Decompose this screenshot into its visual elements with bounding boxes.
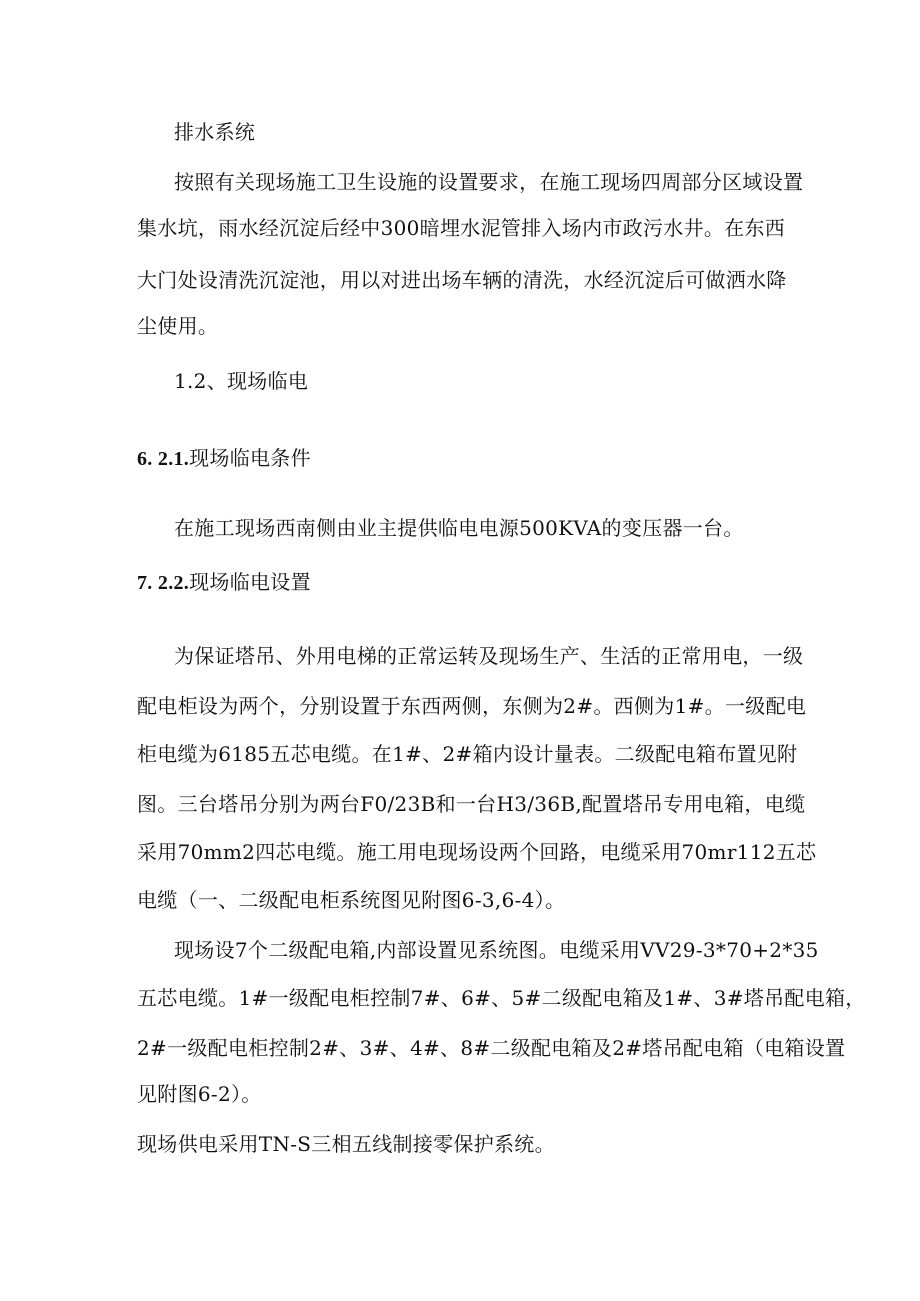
setup-paragraph1-line: 柜电缆为6185五芯电缆。在1#、2#箱内设计量表。二级配电箱布置见附 [137, 742, 798, 766]
setup-paragraph1-line: 图。三台塔吊分别为两台F0/23B和一台H3/36B,配置塔吊专用电箱，电缆 [137, 792, 806, 816]
heading-number: 6. 2.1. [137, 448, 190, 470]
drainage-paragraph-line: 按照有关现场施工卫生设施的设置要求，在施工现场四周部分区域设置 [174, 170, 804, 194]
heading-title: 现场临电条件 [189, 446, 311, 470]
setup-paragraph2-line: 见附图6-2）。 [137, 1082, 262, 1106]
setup-paragraph1-line: 电缆（一、二级配电柜系统图见附图6-3,6-4）。 [137, 888, 566, 912]
setup-paragraph2-line: 2#一级配电柜控制2#、3#、4#、8#二级配电箱及2#塔吊配电箱（电箱设置 [137, 1036, 846, 1060]
drainage-paragraph-line: 大门处设清洗沉淀池，用以对进出场车辆的清洗，水经沉淀后可做洒水降 [137, 268, 787, 292]
setup-paragraph3: 现场供电采用TN-S三相五线制接零保护系统。 [137, 1132, 555, 1156]
section-title-drainage: 排水系统 [174, 120, 256, 144]
setup-paragraph1-line: 采用70mm2四芯电缆。施工用电现场设两个回路，电缆采用70mr112五芯 [137, 840, 817, 864]
drainage-paragraph-line: 尘使用。 [137, 314, 219, 338]
setup-paragraph1-line: 为保证塔吊、外用电梯的正常运转及现场生产、生活的正常用电，一级 [174, 644, 804, 668]
heading-conditions [137, 438, 789, 479]
section-title-temp-power: 1.2、现场临电 [174, 369, 309, 393]
setup-paragraph2-line: 现场设7个二级配电箱,内部设置见系统图。电缆采用VV29-3*70+2*35 [174, 938, 819, 962]
drainage-paragraph-line: 集水坑，雨水经沉淀后经中300暗埋水泥管排入场内市政污水井。在东西 [137, 216, 786, 240]
setup-paragraph1-line: 配电柜设为两个，分别设置于东西两侧，东侧为2#。西侧为1#。一级配电 [137, 694, 807, 718]
heading-number: 7. 2.2. [137, 572, 190, 594]
heading-title: 现场临电设置 [189, 570, 311, 594]
conditions-paragraph: 在施工现场西南侧由业主提供临电电源500KVA的变压器一台。 [174, 516, 744, 540]
setup-paragraph2-line: 五芯电缆。1#一级配电柜控制7#、6#、5#二级配电箱及1#、3#塔吊配电箱， [137, 986, 866, 1010]
heading-setup [137, 562, 789, 603]
